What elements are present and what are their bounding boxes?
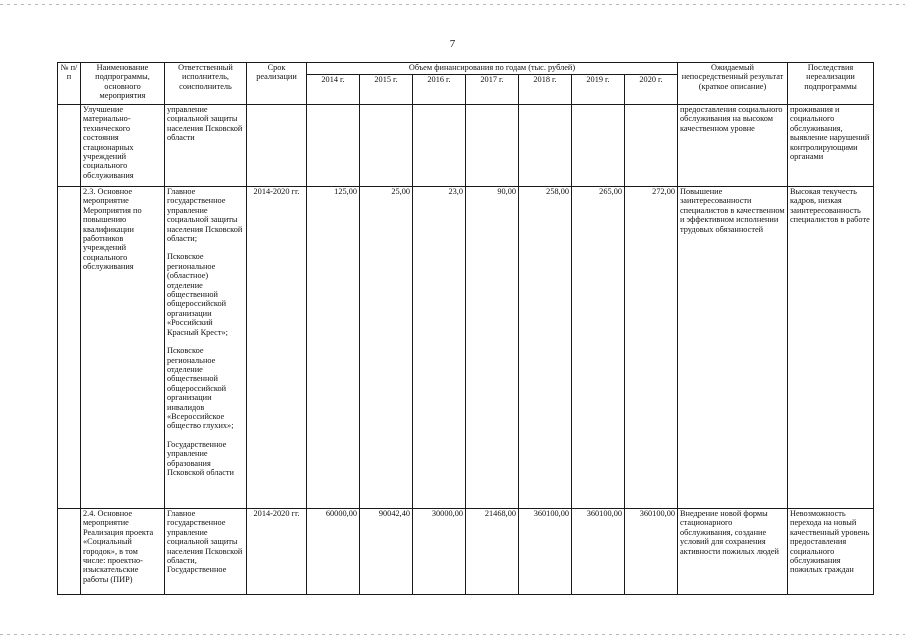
header-result: Ожидаемый непосредственный результат (краткое описание): [678, 63, 788, 105]
executor-entry: Государственное управление образования Псковской области: [167, 439, 234, 477]
row-period: 2014-2020 гг.: [247, 509, 307, 595]
row-value: 90042,40: [360, 509, 413, 595]
row-result: Внедрение новой формы стационарного обслуживания, создание условий для сохранения активности пожилых людей: [678, 509, 788, 595]
row-value: [466, 105, 519, 187]
row-consequences: проживания и социального обслуживания, выявление нарушений контролирующими органами: [788, 105, 874, 187]
header-period: Срок реализации: [247, 63, 307, 105]
header-year: 2018 г.: [519, 75, 572, 105]
row-period: [247, 105, 307, 187]
header-num: № п/п: [58, 63, 81, 105]
row-value: 25,00: [360, 187, 413, 509]
header-year: 2017 г.: [466, 75, 519, 105]
executor-entry: Главное государственное управление социальной защиты населения Псковской области, Государственное: [167, 509, 243, 575]
executor-entry: Главное государственное управление социальной защиты населения Псковской области;: [167, 187, 243, 244]
row-value: 30000,00: [413, 509, 466, 595]
executor-entry: Псковское региональное (областное) отделение общественной общероссийской организации «Российский Красный Крест»;: [167, 252, 228, 337]
scan-top-edge: [0, 4, 905, 5]
row-executor: [165, 105, 247, 187]
row-value: 21468,00: [466, 509, 519, 595]
row-name: Улучшение материально-технического состояния стационарных учреждений социального обслуживания: [81, 105, 165, 187]
header-year: 2015 г.: [360, 75, 413, 105]
header-consequences: Последствия нереализации подпрограммы: [788, 63, 874, 105]
header-executor: Ответственный исполнитель, соисполнитель: [165, 63, 247, 105]
row-value: [413, 105, 466, 187]
row-executor: [165, 509, 247, 595]
table-row: [58, 187, 874, 509]
header-year: 2019 г.: [572, 75, 625, 105]
row-value: [519, 105, 572, 187]
row-value: 360100,00: [572, 509, 625, 595]
program-table: [57, 62, 874, 595]
row-value: 360100,00: [625, 509, 678, 595]
row-value: 125,00: [307, 187, 360, 509]
header-name: Наименование подпрограммы, основного мероприятия: [81, 63, 165, 105]
row-value: 90,00: [466, 187, 519, 509]
row-result: Повышение заинтересованности специалистов в качественном и эффективном исполнении трудовых обязанностей: [678, 187, 788, 509]
row-value: 258,00: [519, 187, 572, 509]
row-result: предоставления социального обслуживания на высоком качественном уровне: [678, 105, 788, 187]
row-value: 265,00: [572, 187, 625, 509]
executor-entry: Псковское региональное отделение общественной общероссийской организации инвалидов «Всероссийское общество глухих»;: [167, 346, 234, 431]
row-value: 360100,00: [519, 509, 572, 595]
row-num: [58, 187, 81, 509]
row-num: [58, 509, 81, 595]
row-consequences: Высокая текучесть кадров, низкая заинтересованность специалистов в работе: [788, 187, 874, 509]
row-value: [360, 105, 413, 187]
row-executor: [165, 187, 247, 509]
page-number: 7: [449, 38, 456, 50]
row-name: 2.3. Основное мероприятие Мероприятия по повышению квалификации работников учреждений социального обслуживания: [81, 187, 165, 509]
scan-bottom-edge: [0, 634, 905, 635]
header-year: 2014 г.: [307, 75, 360, 105]
row-value: 23,0: [413, 187, 466, 509]
header-funding: Объем финансирования по годам (тыс. рублей): [307, 63, 678, 75]
row-value: [572, 105, 625, 187]
row-value: 60000,00: [307, 509, 360, 595]
header-year: 2020 г.: [625, 75, 678, 105]
row-value: 272,00: [625, 187, 678, 509]
row-value: [625, 105, 678, 187]
header-row-1: [58, 63, 874, 75]
header-year: 2016 г.: [413, 75, 466, 105]
row-value: [307, 105, 360, 187]
table-row: [58, 509, 874, 595]
row-period: 2014-2020 гг.: [247, 187, 307, 509]
row-name: 2.4. Основное мероприятие Реализация проекта «Социальный городок», в том числе: проектно-изыскательские работы (ПИР): [81, 509, 165, 595]
executor-entry: управление социальной защиты населения Псковской области: [167, 105, 243, 143]
row-consequences: Невозможность перехода на новый качественный уровень предоставления социального обслуживания пожилых граждан: [788, 509, 874, 595]
table-row: [58, 105, 874, 187]
row-num: [58, 105, 81, 187]
